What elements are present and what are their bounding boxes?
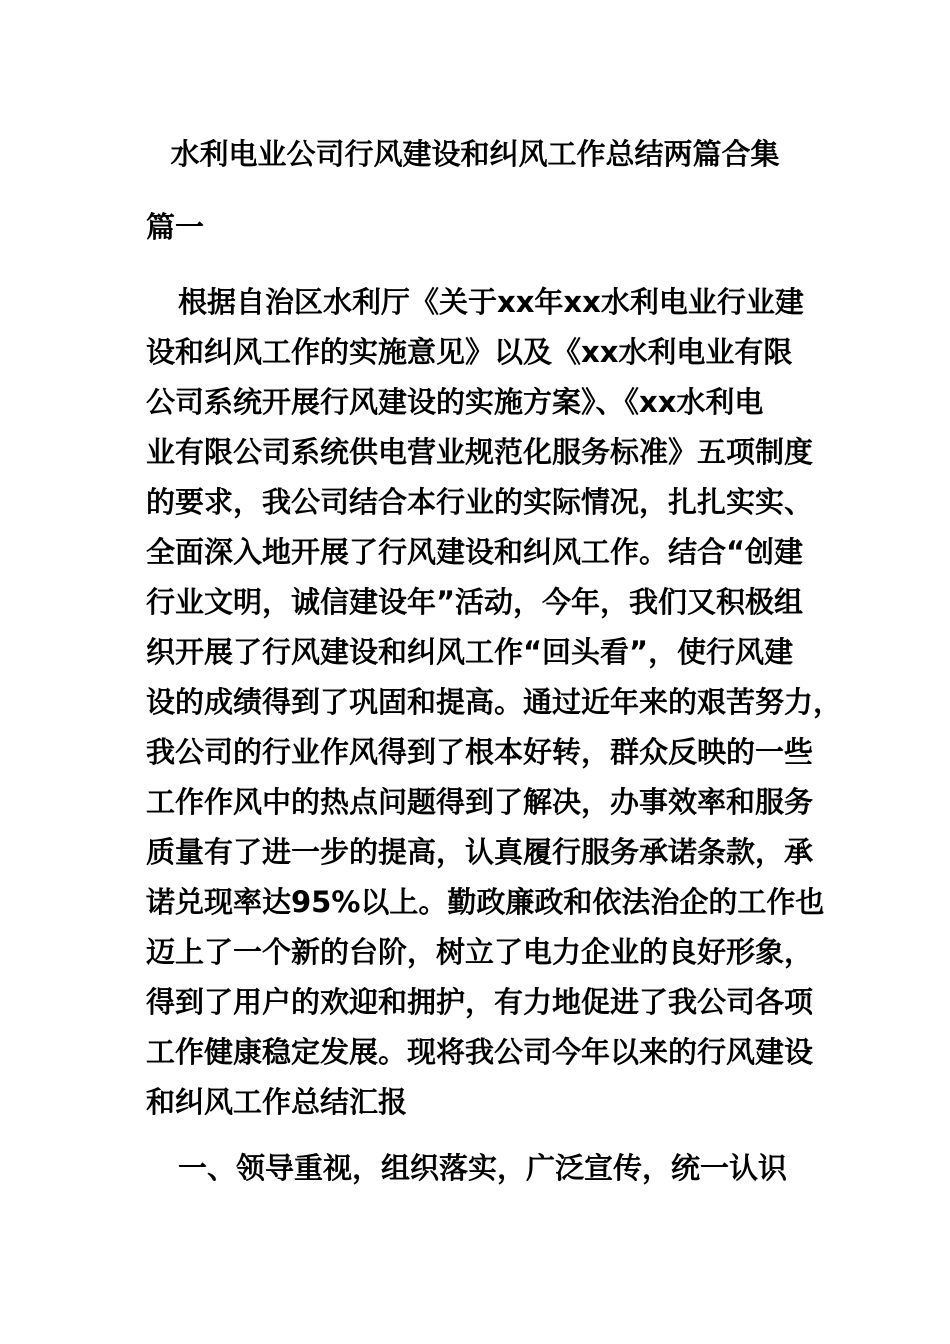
body-paragraph <box>146 282 843 1132</box>
document-title: 水利电业公司行风建设和纠风工作总结两篇合集 <box>170 137 780 171</box>
paragraph-line: 设的成绩得到了巩固和提高。通过近年来的艰苦努力， <box>146 685 843 719</box>
paragraph-line: 工作健康稳定发展。现将我公司今年以来的行风建设 <box>146 1035 814 1069</box>
paragraph-line: 和纠风工作总结汇报 <box>146 1085 408 1119</box>
paragraph-line: 业有限公司系统供电营业规范化服务标准》五项制度 <box>146 435 814 469</box>
section-label: 篇一 <box>146 210 205 244</box>
paragraph-line: 织开展了行风建设和纠风工作“回头看”，使行风建 <box>146 635 794 669</box>
paragraph-line: 工作作风中的热点问题得到了解决，办事效率和服务 <box>146 785 814 819</box>
section-heading: 一、领导重视，组织落实，广泛宣传，统一认识 <box>178 1151 788 1185</box>
paragraph-line: 我公司的行业作风得到了根本好转，群众反映的一些 <box>146 735 814 769</box>
paragraph-line: 得到了用户的欢迎和拥护，有力地促进了我公司各项 <box>146 985 814 1019</box>
paragraph-line: 质量有了进一步的提高，认真履行服务承诺条款，承 <box>146 835 814 869</box>
paragraph-line: 诺兑现率达95%以上。勤政廉政和依法治企的工作也 <box>146 885 825 919</box>
paragraph-line: 全面深入地开展了行风建设和纠风工作。结合“创建 <box>146 535 804 569</box>
paragraph-line: 设和纠风工作的实施意见》以及《xx水利电业有限 <box>146 335 793 369</box>
paragraph-line: 的要求，我公司结合本行业的实际情况，扎扎实实、 <box>146 485 814 519</box>
paragraph-line: 行业文明，诚信建设年”活动，今年，我们又积极组 <box>146 585 804 619</box>
paragraph-line: 根据自治区水利厅《关于xx年xx水利电业行业建 <box>178 285 804 319</box>
paragraph-line: 迈上了一个新的台阶，树立了电力企业的良好形象， <box>146 935 814 969</box>
paragraph-line: 公司系统开展行风建设的实施方案》、《xx水利电 <box>146 385 764 419</box>
